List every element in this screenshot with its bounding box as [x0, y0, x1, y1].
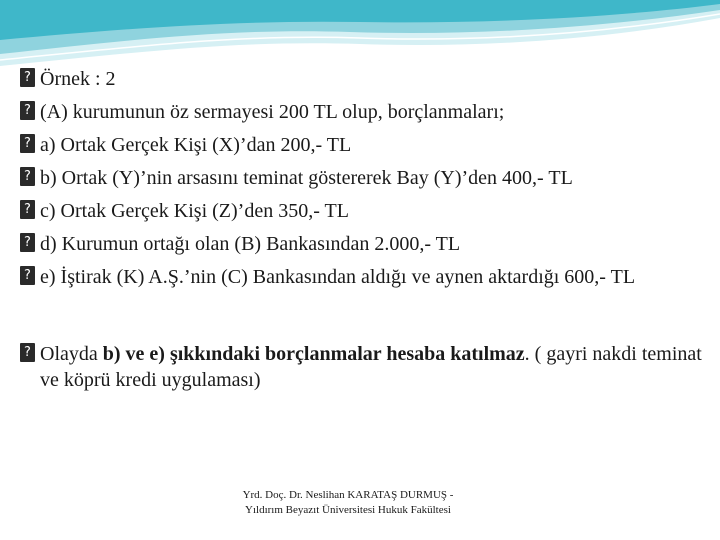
list-item — [20, 132, 715, 158]
replacement-character-icon: ? — [20, 167, 35, 186]
replacement-character-icon: ? — [20, 101, 35, 120]
bullet-list — [20, 66, 715, 400]
replacement-character-icon: ? — [20, 68, 35, 87]
spacer — [20, 297, 715, 341]
replacement-character-icon: ? — [20, 200, 35, 219]
replacement-character-icon: ? — [20, 266, 35, 285]
list-item — [20, 99, 715, 125]
conclusion-prefix: Olayda — [40, 343, 103, 365]
example-heading: Örnek : 2 — [40, 68, 116, 90]
bullet-text: c) Ortak Gerçek Kişi (Z)’den 350,- TL — [40, 200, 349, 222]
conclusion-bold-text: b) ve e) şıkkındaki borçlanmalar hesaba katılmaz — [102, 343, 525, 365]
list-item — [20, 165, 715, 191]
bullet-text: (A) kurumunun öz sermayesi 200 TL olup, borçlanmaları; — [40, 101, 505, 123]
bullet-text: a) Ortak Gerçek Kişi (X)’dan 200,- TL — [40, 134, 352, 156]
footer-institution: Yıldırım Beyazıt Üniversitesi Hukuk Fakültesi — [245, 504, 451, 516]
footer-credit — [0, 488, 720, 518]
replacement-character-icon: ? — [20, 134, 35, 153]
list-item — [20, 66, 715, 92]
list-item — [20, 231, 715, 257]
footer-author: Yrd. Doç. Dr. Neslihan KARATAŞ DURMUŞ - — [242, 489, 454, 501]
bullet-text: d) Kurumun ortağı olan (B) Bankasından 2.000,- TL — [40, 233, 461, 255]
conclusion-item — [20, 341, 715, 393]
list-item — [20, 198, 715, 224]
replacement-character-icon: ? — [20, 233, 35, 252]
bullet-text: b) Ortak (Y)’nin arsasını teminat göstererek Bay (Y)’den 400,- TL — [40, 167, 573, 189]
list-item — [20, 264, 715, 290]
replacement-character-icon: ? — [20, 343, 35, 362]
bullet-text: e) İştirak (K) A.Ş.’nin (C) Bankasından aldığı ve aynen aktardığı 600,- TL — [40, 266, 636, 288]
conclusion-suffix: . ( gayri nakdi teminat ve köprü kredi uygulaması) — [40, 343, 702, 391]
